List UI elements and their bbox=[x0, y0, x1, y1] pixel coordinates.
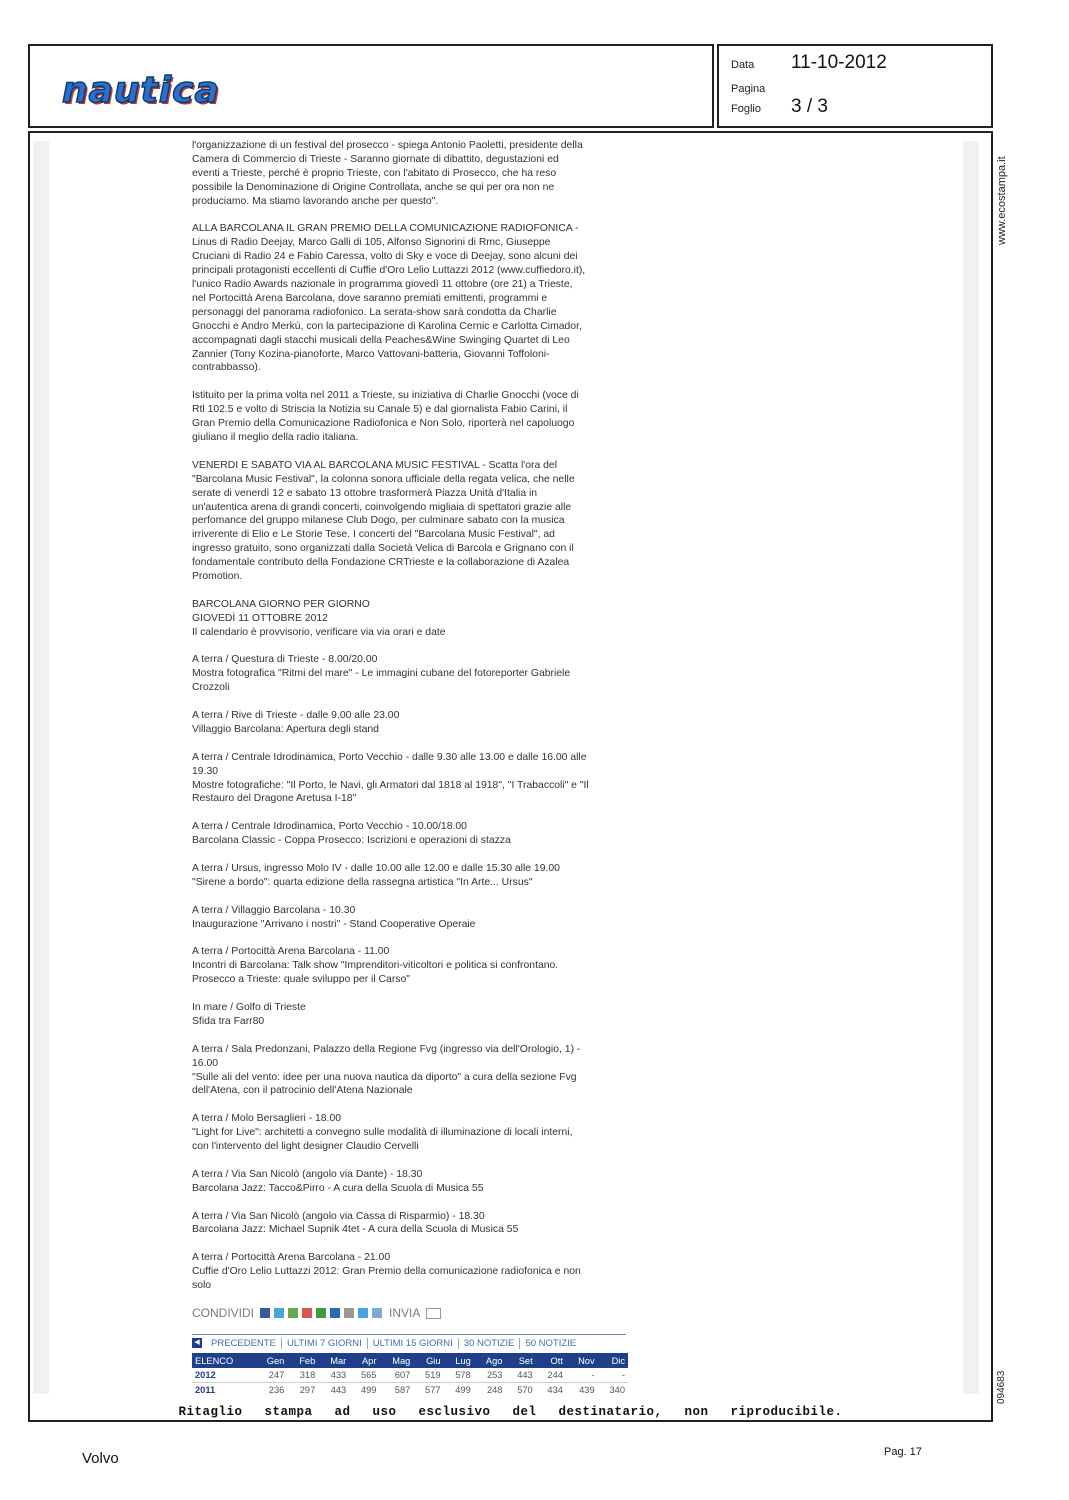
nav-link[interactable]: 50 NOTIZIE bbox=[525, 1337, 577, 1349]
stats-count[interactable]: 499 bbox=[349, 1383, 379, 1398]
article-line: irriverente di Elio e Le Storie Tese. I concerti del "Barcolana Music Festival", ad bbox=[192, 529, 555, 541]
article-line: Gran Premio della Comunicazione Radiofonica e Non Solo, riporterà nel capoluogo bbox=[192, 418, 575, 430]
article-paragraph bbox=[192, 862, 632, 890]
article-line: "Barcolana Music Festival", la colonna sonora ufficiale della regata velica, che nelle bbox=[192, 473, 575, 485]
side-website bbox=[996, 145, 1016, 255]
stats-count[interactable]: 587 bbox=[379, 1383, 413, 1398]
stats-count[interactable]: 565 bbox=[360, 1370, 377, 1380]
article-line: Barcolana Classic - Coppa Prosecco: Iscrizioni e operazioni di stazza bbox=[192, 835, 511, 847]
header-meta-box bbox=[717, 44, 993, 128]
stats-count[interactable]: 247 bbox=[268, 1370, 285, 1380]
code-text: 094683 bbox=[996, 1370, 1007, 1404]
page-number: Pag. 17 bbox=[884, 1446, 922, 1458]
article-line: A terra / Centrale Idrodinamica, Porto Vecchio - dalle 9.30 alle 13.00 e dalle 16.00 alle bbox=[192, 751, 587, 763]
stats-count[interactable]: - bbox=[621, 1370, 625, 1380]
article-line: Inaugurazione "Arrivano i nostri" - Stand Cooperative Operaie bbox=[192, 918, 476, 930]
article-paragraph bbox=[192, 1168, 632, 1196]
share-label[interactable]: CONDIVIDI bbox=[192, 1306, 255, 1320]
page-shade-right bbox=[963, 141, 979, 1394]
header-logo-box bbox=[28, 44, 714, 128]
stats-count[interactable]: 244 bbox=[547, 1370, 563, 1380]
article-line: Cruciani di Radio 24 e Fabio Caressa, volto di Sky e voce di Deejay, sono alcuni dei bbox=[192, 251, 578, 263]
stats-column-header: Apr bbox=[349, 1353, 379, 1368]
article-line: "Sirene a bordo": quarta edizione della rassegna artistica "In Arte... Ursus" bbox=[192, 876, 533, 888]
share-bar bbox=[192, 1306, 441, 1320]
article-line: A terra / Villaggio Barcolana - 10.30 bbox=[192, 904, 356, 916]
meta-data-row bbox=[731, 52, 887, 74]
article-line: Rtl 102.5 e volto di Striscia la Notizia su Canale 5) e dal giornalista Fabio Carini, il bbox=[192, 404, 568, 416]
foglio-value: 3 / 3 bbox=[791, 96, 828, 117]
article-paragraph bbox=[192, 709, 632, 737]
article-line: A terra / Centrale Idrodinamica, Porto Vecchio - 10.00/18.00 bbox=[192, 821, 467, 833]
article-paragraph bbox=[192, 598, 632, 640]
article-line: A terra / Sala Predonzani, Palazzo della Regione Fvg (ingresso via dell'Orologio, 1) - bbox=[192, 1043, 581, 1055]
social-share-icon[interactable] bbox=[274, 1308, 284, 1318]
stats-count[interactable]: 297 bbox=[287, 1383, 318, 1398]
article-paragraph bbox=[192, 1043, 632, 1099]
article-line: Istituito per la prima volta nel 2011 a Trieste, su iniziativa di Charlie Gnocchi (voce di bbox=[192, 390, 579, 402]
article-line: A terra / Via San Nicolò (angolo via Cassa di Risparmio) - 18.30 bbox=[192, 1210, 485, 1222]
stats-year[interactable]: 2012 bbox=[195, 1370, 216, 1380]
mail-icon[interactable] bbox=[426, 1308, 441, 1319]
social-share-icon[interactable] bbox=[330, 1308, 340, 1318]
article-line: contrabbasso). bbox=[192, 362, 261, 374]
stats-column-header: Mag bbox=[379, 1353, 413, 1368]
nav-link[interactable]: 30 NOTIZIE bbox=[459, 1338, 521, 1349]
stats-count[interactable]: 577 bbox=[413, 1383, 443, 1398]
article-line: serate di venerdì 12 e sabato 13 ottobre trasformerà Piazza Unità d'Italia in bbox=[192, 487, 538, 499]
article-line: A terra / Ursus, ingresso Molo IV - dalle 10.00 alle 12.00 e dalle 15.30 alle 19.00 bbox=[192, 862, 560, 874]
article-line: eventi a Trieste, perché è proprio Trieste, con l'abitato di Prosecco, che ha reso bbox=[192, 167, 557, 179]
stats-count[interactable]: 248 bbox=[474, 1383, 506, 1398]
article-line: dell'Atena, con il patrocinio dell'Atena Nazionale bbox=[192, 1085, 413, 1097]
stats-column-header: Ago bbox=[474, 1353, 506, 1368]
stats-count[interactable]: 519 bbox=[425, 1370, 441, 1380]
stats-count[interactable]: 433 bbox=[330, 1370, 347, 1380]
article-body bbox=[192, 139, 632, 1307]
stats-count[interactable]: 236 bbox=[254, 1383, 287, 1398]
stats-column-header: Ott bbox=[536, 1353, 566, 1368]
stats-header-row bbox=[192, 1353, 628, 1368]
article-paragraph bbox=[192, 389, 632, 445]
article-line: BARCOLANA GIORNO PER GIORNO bbox=[192, 598, 370, 610]
data-label: Data bbox=[731, 59, 755, 71]
social-share-icon[interactable] bbox=[260, 1308, 270, 1318]
article-line: nel Portocittà Arena Barcolana, dove saranno premiati emittenti, programmi e bbox=[192, 292, 548, 304]
stats-count[interactable]: 443 bbox=[517, 1370, 533, 1380]
stats-column-header: Set bbox=[505, 1353, 535, 1368]
article-line: Zannier (Tony Kozina-pianoforte, Marco Vattovani-batteria, Giovanni Toffoloni- bbox=[192, 348, 550, 360]
page-shade-left bbox=[33, 141, 49, 1394]
stats-row bbox=[192, 1383, 628, 1398]
stats-column-header: Gen bbox=[254, 1353, 287, 1368]
social-share-icon[interactable] bbox=[344, 1308, 354, 1318]
social-share-icon[interactable] bbox=[372, 1308, 382, 1318]
social-share-icon[interactable] bbox=[288, 1308, 298, 1318]
article-line: principali protagonisti eccellenti di Cuffie d'Oro Lelio Luttazzi 2012 (www.cuffiedoro.it), bbox=[192, 265, 586, 277]
article-line: Villaggio Barcolana: Apertura degli stand bbox=[192, 723, 379, 735]
stats-column-header: Dic bbox=[598, 1353, 628, 1368]
article-line: l'organizzazione di un festival del prosecco - spiega Antonio Paoletti, presidente della bbox=[192, 140, 583, 151]
article-line: "Sulle ali del vento: idee per una nuova nautica da diporto" a cura della sezione Fvg bbox=[192, 1071, 577, 1083]
article-line: A terra / Questura di Trieste - 8.00/20.00 bbox=[192, 654, 378, 666]
article-line: l'unico Radio Awards nazionale in programma giovedì 11 ottobre (ore 21) a Trieste, bbox=[192, 279, 573, 291]
article-paragraph bbox=[192, 1112, 632, 1154]
nav-link[interactable]: ULTIMI 7 GIORNI bbox=[282, 1338, 368, 1349]
article-paragraph bbox=[192, 459, 632, 584]
article-line: Mostre fotografiche: "Il Porto, le Navi, gli Armatori dal 1818 al 1918", "I Trabaccoli" e "Il bbox=[192, 779, 589, 791]
article-line: In mare / Golfo di Trieste bbox=[192, 1002, 306, 1013]
stats-count[interactable]: 570 bbox=[505, 1383, 535, 1398]
stats-count[interactable]: 253 bbox=[486, 1370, 503, 1380]
social-share-icon[interactable] bbox=[358, 1308, 368, 1318]
stats-count[interactable]: 499 bbox=[444, 1383, 474, 1398]
article-line: GIOVEDÌ 11 OTTOBRE 2012 bbox=[192, 612, 328, 624]
article-line: perfomance del gruppo milanese Club Dogo, per culminare sabato con la musica bbox=[192, 515, 565, 527]
article-paragraph bbox=[192, 1210, 632, 1238]
article-line: fondamentale contributo della Fondazione CRTrieste e la collaborazione di Azalea bbox=[192, 557, 570, 569]
article-paragraph bbox=[192, 222, 632, 375]
article-line: Crozzoli bbox=[192, 682, 230, 694]
article-line: ingresso gratuito, sono organizzati dalla Società Velica di Barcola e Grignano con il bbox=[192, 543, 574, 555]
clipping-notice: Ritaglio stampa ad uso esclusivo del destinatario, non riproducibile. bbox=[178, 1405, 843, 1419]
stats-count[interactable]: - bbox=[591, 1370, 595, 1380]
stats-count[interactable]: 434 bbox=[536, 1383, 566, 1398]
article-line: un'autentica arena di grandi concerti, coinvolgendo migliaia di spettatori grazie alle bbox=[192, 501, 572, 513]
article-paragraph bbox=[192, 945, 632, 987]
stats-year[interactable]: 2011 bbox=[192, 1383, 254, 1398]
article-line: 19.30 bbox=[192, 765, 219, 777]
send-label[interactable]: INVIA bbox=[389, 1306, 421, 1320]
article-line: Incontri di Barcolana: Talk show "Imprenditori-viticoltori e politica si confrontano. bbox=[192, 960, 559, 972]
article-paragraph bbox=[192, 1001, 632, 1029]
article-line: ALLA BARCOLANA IL GRAN PREMIO DELLA COMUNICAZIONE RADIOFONICA - bbox=[192, 223, 579, 235]
article-line: Sfida tra Farr80 bbox=[192, 1015, 265, 1027]
article-paragraph bbox=[192, 751, 632, 807]
article-line: A terra / Rive di Trieste - dalle 9.00 alle 23.00 bbox=[192, 710, 400, 722]
article-line: VENERDI E SABATO VIA AL BARCOLANA MUSIC FESTIVAL - Scatta l'ora del bbox=[192, 459, 558, 471]
stats-column-header: Giu bbox=[413, 1353, 443, 1368]
article-paragraph bbox=[192, 904, 632, 932]
article-line: Promotion. bbox=[192, 571, 243, 583]
side-code bbox=[996, 1366, 1016, 1406]
website-text: www.ecostampa.it bbox=[996, 156, 1008, 245]
stats-column-header: Mar bbox=[318, 1353, 349, 1368]
meta-pagina-row bbox=[731, 76, 791, 98]
article-line: Mostra fotografica "Ritmi del mare" - Le immagini cubane del fotoreporter Gabriele bbox=[192, 668, 571, 680]
client-name: Volvo bbox=[82, 1450, 119, 1467]
article-line: Restauro del Dragone Aretusa I-18" bbox=[192, 793, 357, 805]
meta-foglio-row bbox=[731, 96, 828, 118]
article-paragraph bbox=[192, 653, 632, 695]
article-line: personaggi del panorama radiofonico. La serata-show sarà condotta da Charlie bbox=[192, 306, 557, 318]
article-line: Prosecco a Trieste: quale sviluppo per il Carso" bbox=[192, 974, 410, 986]
article-line: A terra / Molo Bersaglieri - 18.00 bbox=[192, 1113, 341, 1125]
stats-column-header: Lug bbox=[444, 1353, 474, 1368]
article-line: Camera di Commercio di Trieste - Saranno giornate di dibattito, degustazioni ed bbox=[192, 153, 559, 165]
stats-count[interactable]: 340 bbox=[598, 1383, 628, 1398]
article-line: possibile la Denominazione di Origine Controllata, anche se qui per ora non ne bbox=[192, 181, 555, 193]
article-paragraph bbox=[192, 820, 632, 848]
article-line: solo bbox=[192, 1280, 212, 1292]
stats-count[interactable]: 318 bbox=[299, 1370, 316, 1380]
nav-link[interactable]: PRECEDENTE bbox=[206, 1338, 282, 1349]
stats-count[interactable]: 578 bbox=[455, 1370, 471, 1380]
nav-link[interactable]: ULTIMI 15 GIORNI bbox=[368, 1338, 459, 1349]
article-line: "Light for Live": architetti a convegno sulle modalità di illuminazione di locali interni, bbox=[192, 1127, 573, 1139]
article-paragraph bbox=[192, 1251, 632, 1293]
article-line: A terra / Portocittà Arena Barcolana - 11.00 bbox=[192, 946, 390, 958]
social-share-icon[interactable] bbox=[316, 1308, 326, 1318]
stats-row bbox=[192, 1368, 628, 1383]
article-line: 16.00 bbox=[192, 1057, 219, 1069]
previous-arrow-icon[interactable]: ◀ bbox=[192, 1338, 202, 1348]
article-line: Cuffie d'Oro Lelio Luttazzi 2012: Gran Premio della comunicazione radiofonica e non bbox=[192, 1266, 581, 1278]
stats-column-header: Nov bbox=[566, 1353, 598, 1368]
article-line: con l'intervento del light designer Claudio Cervelli bbox=[192, 1141, 419, 1153]
article-line: A terra / Portocittà Arena Barcolana - 21.00 bbox=[192, 1252, 391, 1264]
nautica-logo: nautica bbox=[62, 70, 220, 111]
stats-count[interactable]: 607 bbox=[394, 1370, 411, 1380]
social-share-icon[interactable] bbox=[302, 1308, 312, 1318]
archive-nav bbox=[192, 1334, 626, 1351]
share-icons bbox=[260, 1308, 383, 1318]
pagina-label: Pagina bbox=[731, 83, 766, 95]
article-line: accompagnati dagli stacchi musicali della Peaches&Wine Swinging Quartet di Leo bbox=[192, 334, 570, 346]
foglio-label: Foglio bbox=[731, 103, 761, 115]
article-line: Linus di Radio Deejay, Marco Galli di 105, Alfonso Signorini di Rmc, Giuseppe bbox=[192, 237, 551, 249]
stats-count[interactable]: 443 bbox=[318, 1383, 349, 1398]
article-paragraph bbox=[192, 139, 632, 209]
article-line: Il calendario è provvisorio, verificare via via orari e date bbox=[192, 626, 446, 638]
article-line: Gnocchi e Andro Merkù, con la partecipazione di Karolina Cernic e Carlotta Cimador, bbox=[192, 320, 582, 332]
stats-column-header[interactable]: ELENCO bbox=[192, 1353, 254, 1368]
article-line: A terra / Via San Nicolò (angolo via Dante) - 18.30 bbox=[192, 1168, 423, 1180]
stats-count[interactable]: 439 bbox=[566, 1383, 598, 1398]
data-value: 11-10-2012 bbox=[791, 52, 887, 73]
article-line: giuliano il meglio della radio italiana. bbox=[192, 432, 359, 443]
article-line: Barcolana Jazz: Tacco&Pirro - A cura della Scuola di Musica 55 bbox=[192, 1182, 484, 1194]
archive-stats-table bbox=[192, 1353, 628, 1397]
stats-column-header: Feb bbox=[287, 1353, 318, 1368]
article-line: Barcolana Jazz: Michael Supnik 4tet - A cura della Scuola di Musica 55 bbox=[192, 1224, 519, 1236]
article-line: produciamo. Ma stiamo lavorando anche per questo". bbox=[192, 195, 439, 207]
